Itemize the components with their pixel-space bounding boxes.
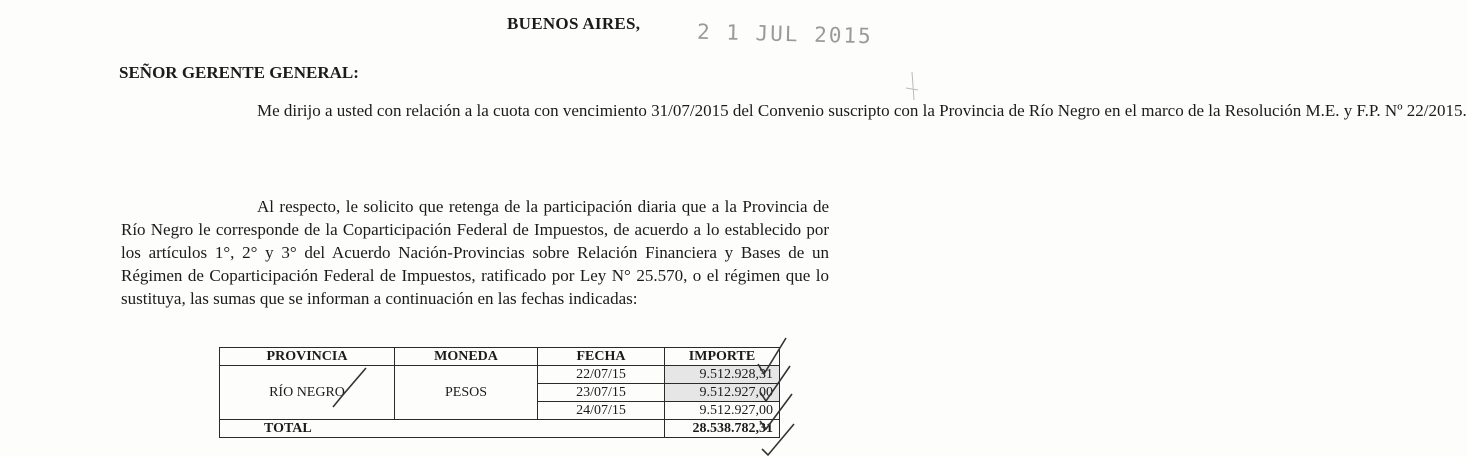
cell-importe: 9.512.928,31 bbox=[665, 366, 780, 384]
cell-importe: 9.512.927,00 bbox=[665, 384, 780, 402]
total-value: 28.538.782,31 bbox=[665, 420, 780, 438]
margin-mark-icon bbox=[906, 72, 918, 100]
header-fecha: FECHA bbox=[538, 348, 665, 366]
header-provincia: PROVINCIA bbox=[220, 348, 395, 366]
header-moneda: MONEDA bbox=[395, 348, 538, 366]
paragraph-1-text: Me dirijo a usted con relación a la cuota con vencimiento 31/07/2015 del Convenio suscripto con la Provincia de Río Negro en el marco de la Resolución M.E. y F.P. Nº 22/2015. bbox=[257, 101, 1467, 120]
cell-importe: 9.512.927,00 bbox=[665, 402, 780, 420]
cell-moneda: PESOS bbox=[395, 366, 538, 420]
paragraph-2-text: Al respecto, le solicito que retenga de la participación diaria que a la Provincia de Río Negro le corresponde de la Coparticipación Federal de Impuestos, de acuerdo a lo establecido por los artículos 1°, 2° y 3° del Acuerdo Nación-Provincias sobre Relación Financiera y Bases de un Régimen de Coparticipación Federal de Impuestos, ratificado por Ley N° 25.570, o el régimen que lo sustituya, las sumas que se informan a continuación en las fechas indicadas: bbox=[121, 197, 829, 308]
check-mark-icon bbox=[760, 366, 790, 401]
salutation: SEÑOR GERENTE GENERAL: bbox=[119, 63, 359, 82]
check-mark-icon bbox=[333, 368, 366, 407]
cell-provincia: RÍO NEGRO bbox=[220, 366, 395, 420]
date-stamp: 2 1 JUL 2015 bbox=[696, 19, 874, 49]
header-importe: IMPORTE bbox=[665, 348, 780, 366]
city-heading: BUENOS AIRES, bbox=[507, 14, 641, 33]
cell-fecha: 24/07/15 bbox=[538, 402, 665, 420]
check-mark-icon bbox=[758, 338, 786, 374]
cell-fecha: 23/07/15 bbox=[538, 384, 665, 402]
total-label: TOTAL bbox=[220, 420, 665, 438]
cell-fecha: 22/07/15 bbox=[538, 366, 665, 384]
